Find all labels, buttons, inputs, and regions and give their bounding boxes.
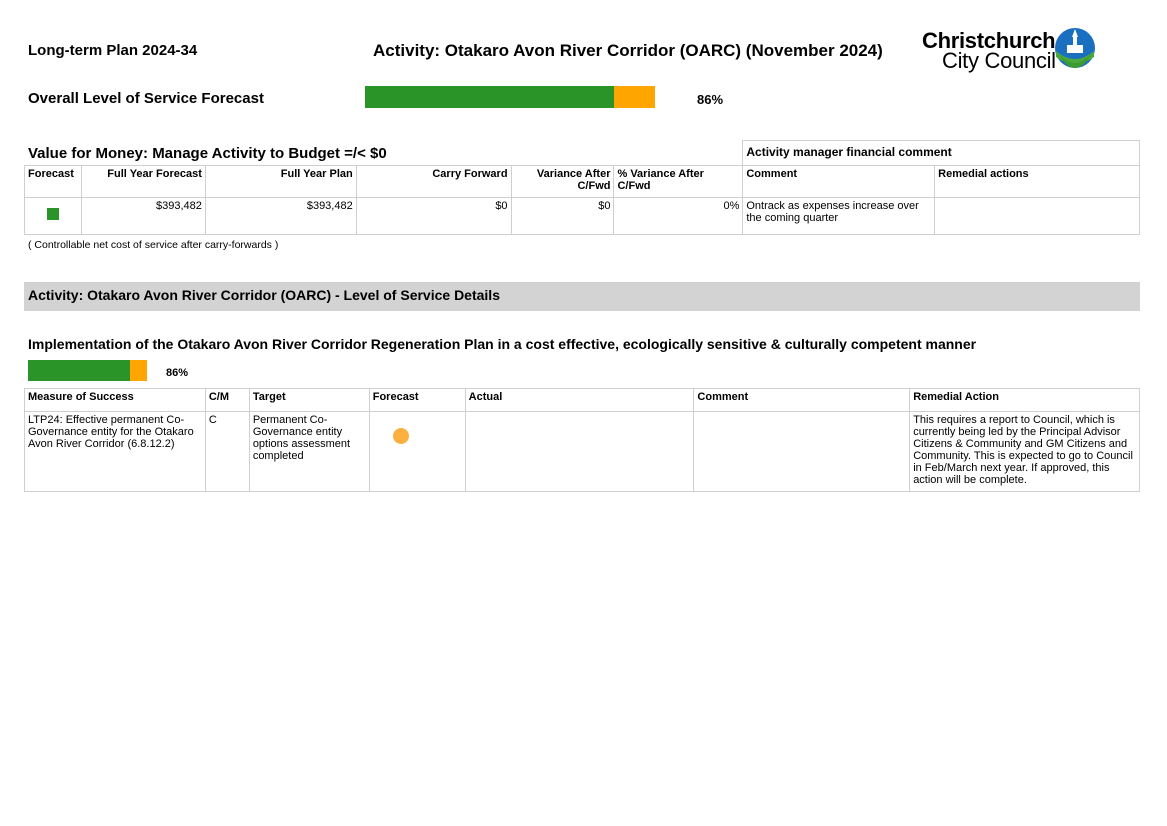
overall-percent: 86%	[697, 92, 724, 107]
level-of-service-table	[24, 388, 1140, 492]
col-comment-los: Comment	[694, 389, 910, 412]
activity-title: Activity: Otakaro Avon River Corridor (OARC) (November 2024)	[373, 41, 883, 60]
cathedral-logo-icon	[1054, 27, 1096, 69]
logo-line2: City Council	[942, 48, 1056, 73]
overall-forecast-label: Overall Level of Service Forecast	[28, 90, 264, 107]
col-carry-forward: Carry Forward	[356, 166, 511, 198]
plan-title: Long-term Plan 2024-34	[28, 42, 198, 59]
forecast-cell	[369, 412, 465, 492]
cm-cell: C	[205, 412, 249, 492]
col-actual: Actual	[465, 389, 694, 412]
group-progress-green	[28, 360, 130, 381]
overall-progress-bar	[365, 86, 655, 108]
pct-variance-after-value: 0%	[614, 198, 743, 235]
col-variance-after: Variance After C/Fwd	[511, 166, 614, 198]
col-full-year-plan: Full Year Plan	[205, 166, 356, 198]
comment-cell	[694, 412, 910, 492]
group-percent: 86%	[166, 367, 189, 379]
variance-after-value: $0	[511, 198, 614, 235]
col-forecast-los: Forecast	[369, 389, 465, 412]
group-progress-amber	[130, 360, 147, 381]
col-pct-variance-after: % Variance After C/Fwd	[614, 166, 743, 198]
col-comment: Comment	[743, 166, 935, 198]
los-group-title: Implementation of the Otakaro Avon River Corridor Regeneration Plan in a cost effective, ecologically sensitive & culturally competent manner	[28, 336, 977, 352]
col-cm: C/M	[205, 389, 249, 412]
los-section-title: Activity: Otakaro Avon River Corridor (OARC) - Level of Service Details	[28, 287, 500, 303]
remedial-actions-value	[935, 198, 1140, 235]
council-logo	[920, 27, 1100, 73]
actual-cell	[465, 412, 694, 492]
full-year-forecast-value: $393,482	[81, 198, 205, 235]
measure-cell: LTP24: Effective permanent Co-Governance entity for the Otakaro Avon River Corridor (6.8.12.2)	[25, 412, 206, 492]
forecast-status-cell	[25, 198, 82, 235]
group-progress-bar	[28, 360, 147, 381]
col-remedial-action: Remedial Action	[910, 389, 1140, 412]
target-cell: Permanent Co-Governance entity options assessment completed	[249, 412, 369, 492]
amber-status-dot-icon	[393, 428, 409, 444]
cost-note: ( Controllable net cost of service after carry-forwards )	[28, 239, 279, 251]
full-year-plan-value: $393,482	[205, 198, 356, 235]
col-measure: Measure of Success	[25, 389, 206, 412]
financial-comment-value: Ontrack as expenses increase over the coming quarter	[743, 198, 935, 235]
carry-forward-value: $0	[356, 198, 511, 235]
overall-progress-amber	[614, 86, 655, 108]
col-full-year-forecast: Full Year Forecast	[81, 166, 205, 198]
overall-progress-green	[365, 86, 614, 108]
value-for-money-title: Value for Money: Manage Activity to Budget =/< $0	[28, 145, 387, 162]
table-row	[25, 412, 1140, 492]
logo-line1: Christchurch	[922, 28, 1056, 53]
remedial-action-cell: This requires a report to Council, which is currently being led by the Principal Advisor Citizens & Community and GM Citizens and Community. This is expected to go to Council in Feb/March next year. If approved, this action will be complete.	[910, 412, 1140, 492]
col-target: Target	[249, 389, 369, 412]
col-forecast: Forecast	[25, 166, 82, 198]
green-status-square-icon	[47, 208, 59, 220]
col-remedial-actions: Remedial actions	[935, 166, 1140, 198]
manager-comment-header: Activity manager financial comment	[743, 141, 1140, 166]
